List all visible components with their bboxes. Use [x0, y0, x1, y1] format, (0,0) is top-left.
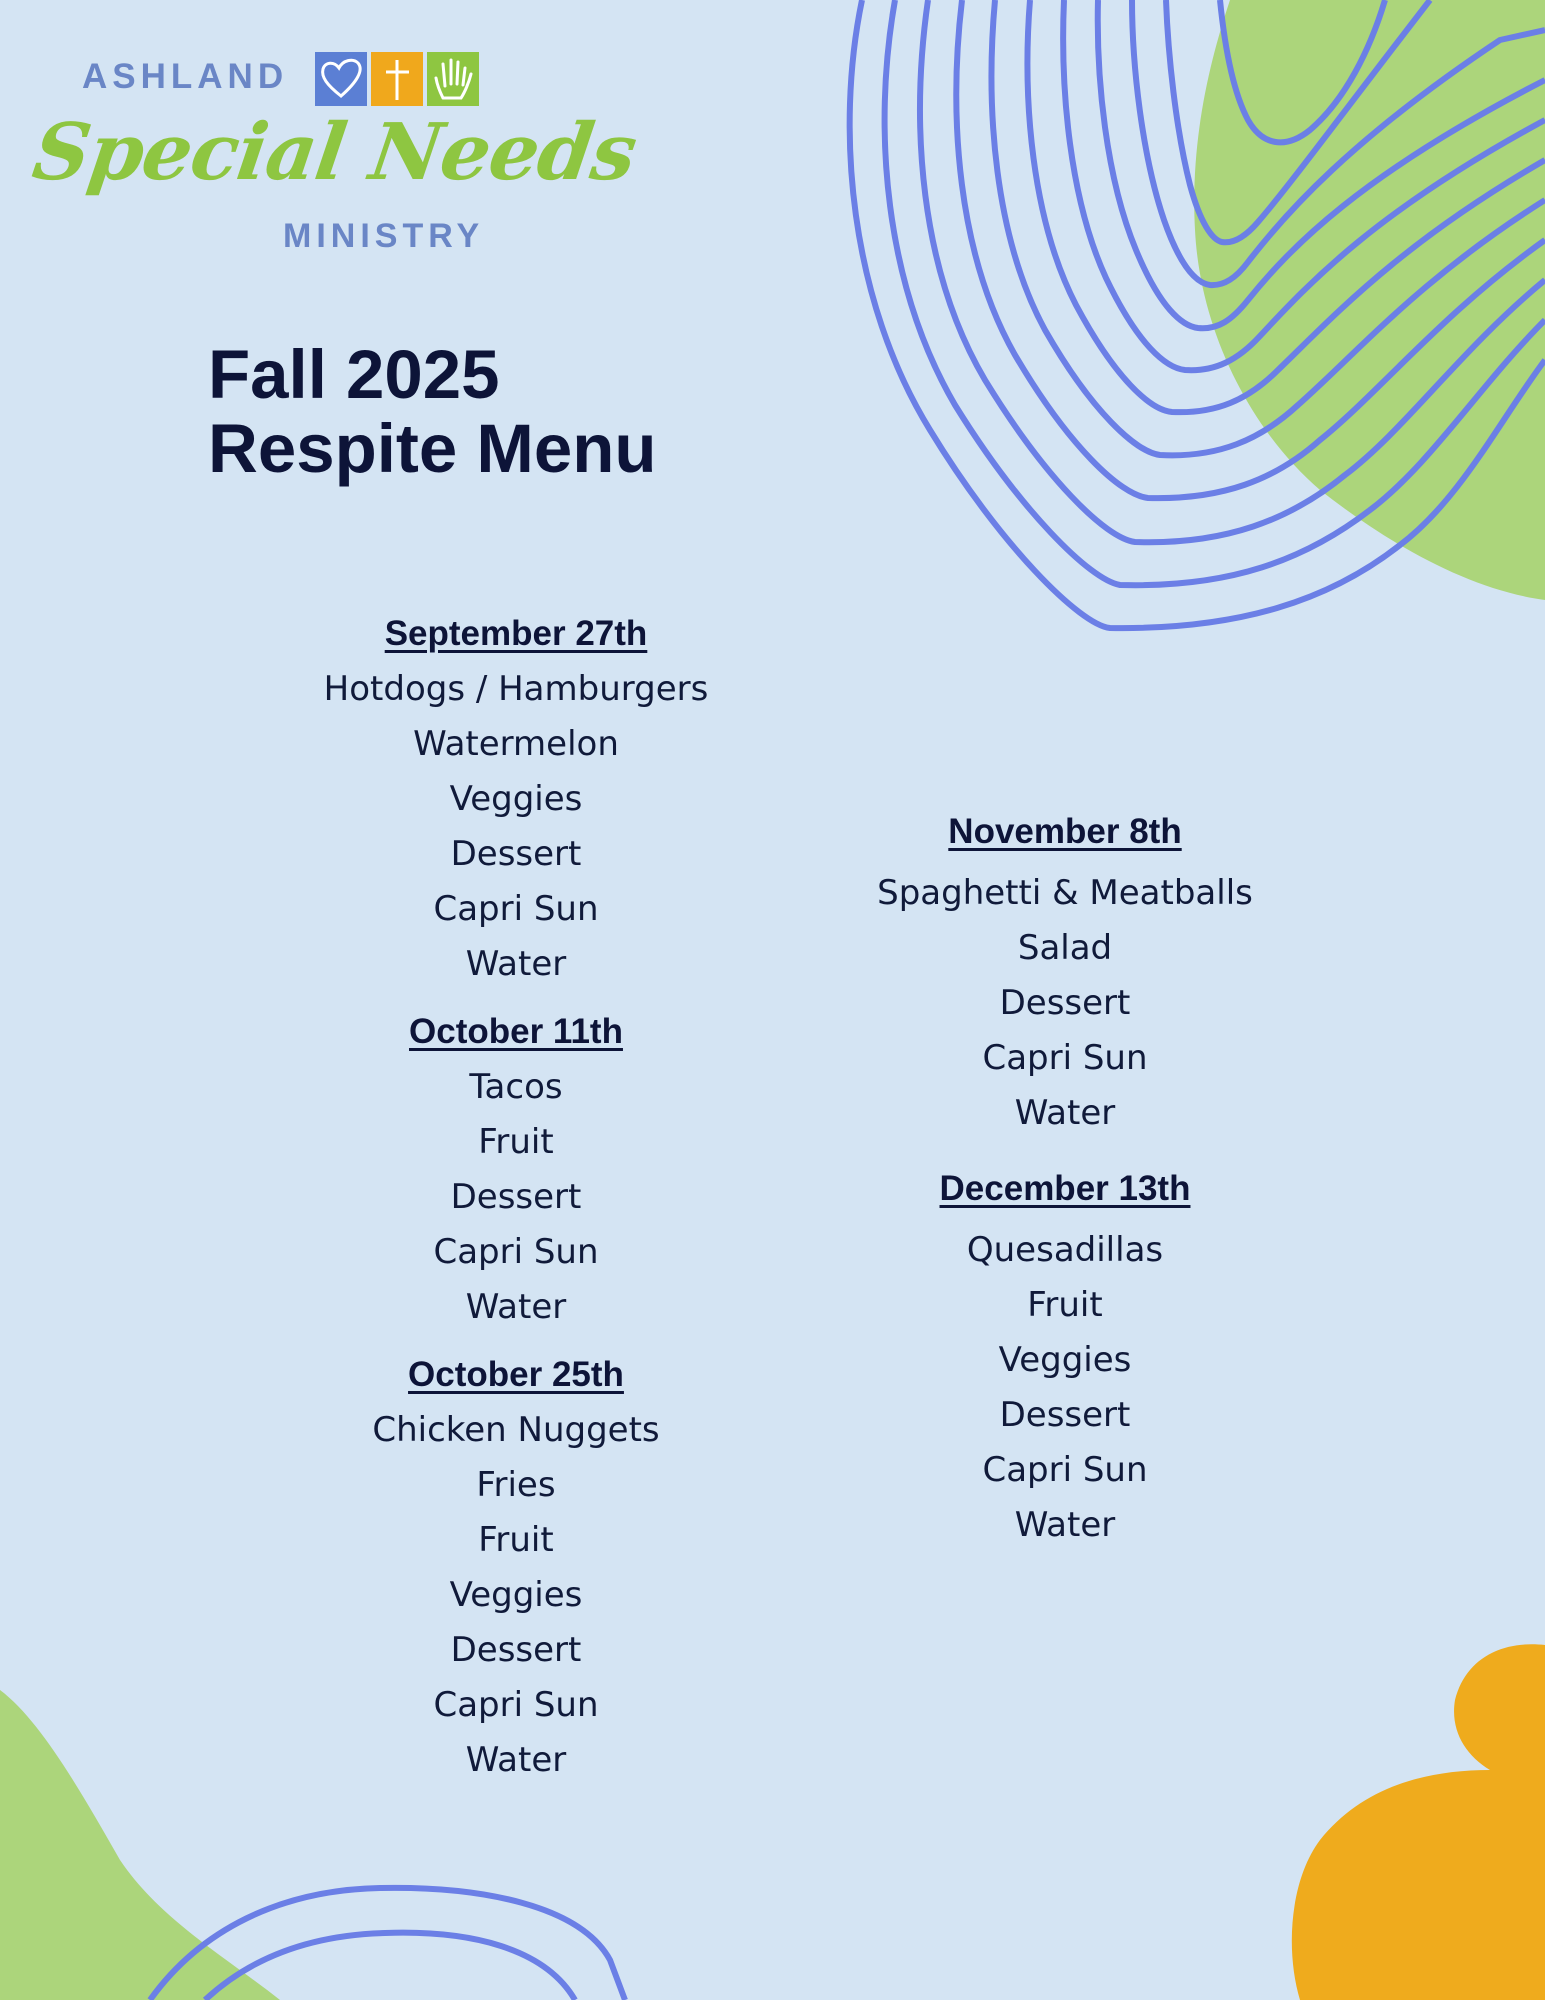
hand-icon [427, 52, 479, 106]
logo-icon-tiles [315, 52, 479, 106]
menu-items [260, 1403, 772, 1788]
title-line-1: Fall 2025 [208, 336, 500, 413]
menu-item: Dessert [450, 834, 582, 874]
menu-item: Water [1014, 1093, 1116, 1133]
logo-script-text: Special Needs [27, 107, 642, 198]
logo-ministry-text: MINISTRY [283, 217, 485, 255]
menu-item: Capri Sun [433, 1232, 599, 1272]
menu-item: Tacos [469, 1067, 563, 1107]
green-blob-bottom-left [0, 1690, 280, 2000]
contour-lines-bottom [150, 1888, 625, 2000]
menu-item: Fries [476, 1465, 556, 1505]
menu-item: Fruit [1027, 1285, 1103, 1325]
menu-items [260, 662, 772, 992]
menu-item: Veggies [449, 1575, 583, 1615]
menu-item: Water [465, 944, 567, 984]
menu-items [810, 866, 1320, 1141]
heart-icon [315, 52, 367, 106]
menu-item: Water [465, 1287, 567, 1327]
menu-date: October 25th [408, 1355, 624, 1394]
menu-item: Fruit [478, 1520, 554, 1560]
menu-date: September 27th [384, 614, 648, 653]
menu-item: Water [465, 1740, 567, 1780]
menu-items [260, 1060, 772, 1335]
menu-item: Dessert [999, 983, 1131, 1023]
menu-item: Veggies [998, 1340, 1132, 1380]
menu-section [260, 1353, 772, 1788]
menu-item: Capri Sun [982, 1450, 1148, 1490]
menu-column-left [260, 612, 772, 1806]
menu-section [260, 612, 772, 992]
menu-item: Veggies [449, 779, 583, 819]
menu-item: Capri Sun [433, 889, 599, 929]
menu-section [810, 1167, 1320, 1553]
menu-section [810, 810, 1320, 1141]
menu-item: Watermelon [413, 724, 619, 764]
menu-item: Spaghetti & Meatballs [877, 873, 1253, 913]
menu-date: December 13th [939, 1169, 1191, 1208]
logo-ashland-text: ASHLAND [82, 57, 289, 96]
page-title [208, 338, 657, 486]
menu-item: Water [1014, 1505, 1116, 1545]
menu-item: Dessert [450, 1177, 582, 1217]
cross-icon [371, 52, 423, 106]
ministry-logo [27, 45, 642, 260]
menu-item: Hotdogs / Hamburgers [323, 669, 709, 709]
menu-item: Chicken Nuggets [372, 1410, 660, 1450]
menu-items [810, 1223, 1320, 1553]
menu-item: Capri Sun [982, 1038, 1148, 1078]
menu-item: Quesadillas [966, 1230, 1164, 1270]
orange-blob-bottom-right [1292, 1644, 1545, 2000]
menu-item: Fruit [478, 1122, 554, 1162]
menu-section [260, 1010, 772, 1335]
menu-column-right [810, 810, 1320, 1579]
menu-date: October 11th [409, 1012, 623, 1051]
menu-item: Dessert [450, 1630, 582, 1670]
title-line-2: Respite Menu [208, 410, 657, 487]
menu-item: Salad [1017, 928, 1113, 968]
menu-item: Dessert [999, 1395, 1131, 1435]
menu-date: November 8th [948, 812, 1182, 851]
menu-item: Capri Sun [433, 1685, 599, 1725]
